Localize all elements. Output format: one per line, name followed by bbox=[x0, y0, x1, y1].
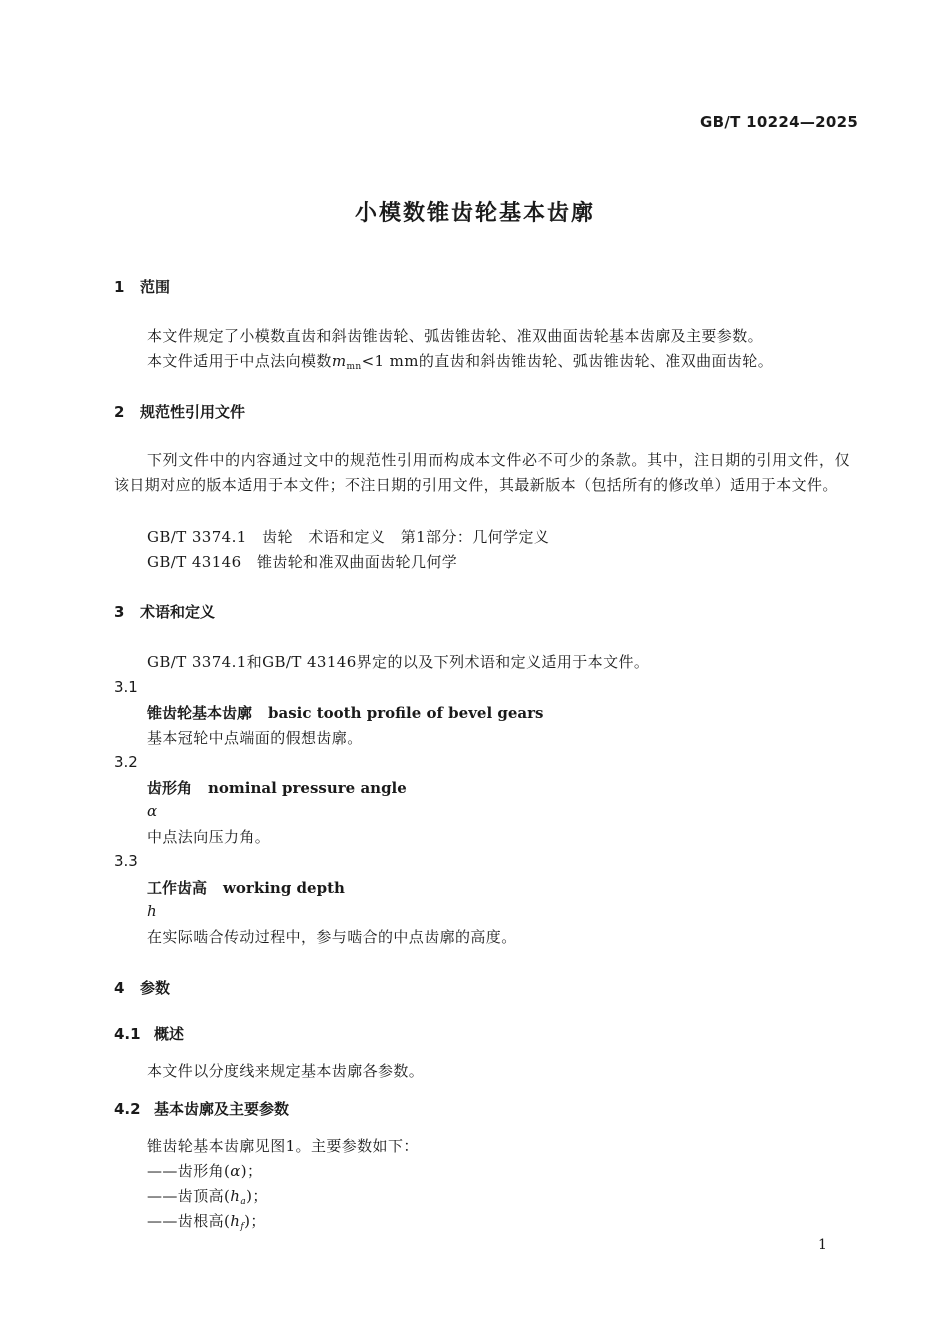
term-english: working depth bbox=[223, 879, 345, 897]
subsection-number: 4.2 bbox=[114, 1100, 141, 1118]
subsection-title: 基本齿廓及主要参数 bbox=[154, 1100, 290, 1118]
term-english: nominal pressure angle bbox=[208, 779, 407, 797]
section-title: 参数 bbox=[140, 979, 171, 997]
item-symbol: α bbox=[230, 1162, 241, 1180]
reference-item-1: GB/T 3374.1 齿轮 术语和定义 第1部分：几何学定义 bbox=[147, 528, 550, 546]
subsection-number: 4.1 bbox=[114, 1025, 141, 1043]
text-fragment: <1 mm的直齿和斜齿锥齿轮、弧齿锥齿轮、准双曲面齿轮。 bbox=[361, 352, 774, 370]
overview-text: 本文件以分度线来规定基本齿廓各参数。 bbox=[147, 1062, 425, 1080]
item-text: )； bbox=[244, 1212, 266, 1230]
section-2-heading bbox=[114, 401, 245, 422]
term-chinese: 齿形角 bbox=[147, 779, 193, 797]
section-title: 规范性引用文件 bbox=[140, 403, 246, 421]
subsection-4-2-heading bbox=[114, 1098, 289, 1119]
document-title: 小模数锥齿轮基本齿廓 bbox=[354, 201, 595, 226]
parameter-list-item bbox=[147, 1160, 262, 1182]
scope-paragraph-1: 本文件规定了小模数直齿和斜齿锥齿轮、弧齿锥齿轮、准双曲面齿轮基本齿廓及主要参数。 bbox=[147, 327, 764, 345]
page-number: 1 bbox=[818, 1237, 827, 1253]
parameter-list-item bbox=[147, 1210, 266, 1232]
term-definition: 在实际啮合传动过程中，参与啮合的中点齿廓的高度。 bbox=[147, 928, 517, 946]
term-number: 3.2 bbox=[114, 753, 138, 771]
section-number: 1 bbox=[114, 278, 125, 296]
section-number: 3 bbox=[114, 603, 125, 621]
terms-intro: GB/T 3374.1和GB/T 43146界定的以及下列术语和定义适用于本文件。 bbox=[147, 653, 650, 671]
parameters-intro: 锥齿轮基本齿廓见图1。主要参数如下： bbox=[147, 1137, 419, 1155]
item-subscript: a bbox=[240, 1197, 247, 1207]
section-number: 2 bbox=[114, 403, 125, 421]
normative-references-paragraph: 下列文件中的内容通过文中的规范性引用而构成本文件必不可少的条款。其中，注日期的引用文件，仅该日期对应的版本适用于本文件；不注日期的引用文件，其最新版本（包括所有的修改单）适用于本文件。 bbox=[114, 451, 850, 494]
module-subscript: mn bbox=[346, 362, 362, 372]
section-4-heading bbox=[114, 977, 170, 998]
item-subscript: f bbox=[240, 1222, 245, 1232]
term-symbol: h bbox=[147, 902, 157, 920]
term-number: 3.3 bbox=[114, 852, 138, 870]
subsection-4-1-heading bbox=[114, 1023, 184, 1044]
module-symbol: m bbox=[331, 352, 347, 370]
section-number: 4 bbox=[114, 979, 125, 997]
section-1-heading bbox=[114, 276, 170, 297]
term-chinese: 锥齿轮基本齿廓 bbox=[147, 704, 253, 722]
section-3-heading bbox=[114, 601, 215, 622]
term-chinese: 工作齿高 bbox=[147, 879, 208, 897]
section-title: 术语和定义 bbox=[140, 603, 216, 621]
term-heading bbox=[147, 777, 407, 798]
term-english: basic tooth profile of bevel gears bbox=[268, 704, 544, 722]
item-text: ——齿形角( bbox=[147, 1162, 231, 1180]
term-definition: 基本冠轮中点端面的假想齿廓。 bbox=[147, 729, 363, 747]
section-title: 范围 bbox=[140, 278, 171, 296]
item-text: ——齿根高( bbox=[147, 1212, 231, 1230]
standard-number: GB/T 10224—2025 bbox=[700, 113, 859, 131]
term-symbol: α bbox=[147, 802, 158, 820]
parameter-list-item bbox=[147, 1185, 268, 1207]
item-text: )； bbox=[246, 1187, 268, 1205]
term-heading bbox=[147, 702, 543, 723]
term-heading bbox=[147, 877, 345, 898]
term-number: 3.1 bbox=[114, 678, 138, 696]
term-definition: 中点法向压力角。 bbox=[147, 828, 271, 846]
item-text: )； bbox=[240, 1162, 263, 1180]
text-fragment: 本文件适用于中点法向模数 bbox=[147, 352, 332, 370]
item-symbol: h bbox=[230, 1187, 241, 1205]
subsection-title: 概述 bbox=[154, 1025, 185, 1043]
scope-paragraph-2 bbox=[147, 350, 773, 372]
item-symbol: h bbox=[230, 1212, 241, 1230]
reference-item-2: GB/T 43146 锥齿轮和准双曲面齿轮几何学 bbox=[147, 553, 458, 571]
item-text: ——齿顶高( bbox=[147, 1187, 231, 1205]
